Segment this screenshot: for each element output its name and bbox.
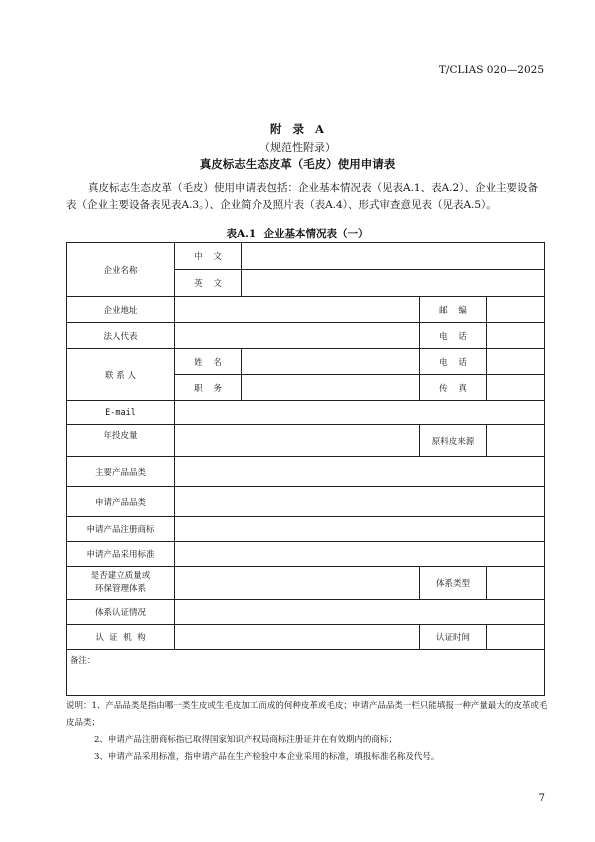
- standard-code: T/CLIAS 020—2025: [438, 64, 544, 76]
- note-3: 3、申请产品采用标准，指申请产品在生产检验中本企业采用的标准，填报标准名称及代号。: [94, 752, 440, 762]
- label-fax: 传 真: [420, 375, 487, 401]
- appendix-title: 附 录 A: [270, 122, 325, 136]
- page-number: 7: [538, 793, 545, 804]
- table-caption: 表A.1 企业基本情况表（一）: [226, 228, 369, 240]
- system-type-field[interactable]: [487, 567, 545, 600]
- note-1: 说明：1、产品品类是指由哪一类生皮或生毛皮加工而成的何种皮革或毛皮；申请产品品类一栏只能填报一种产量最大的皮革或毛皮品类；: [66, 701, 548, 728]
- company-info-table: [66, 242, 545, 696]
- label-material-source: 原料皮来源: [420, 425, 487, 457]
- label-address: 企业地址: [67, 297, 175, 323]
- standard-field[interactable]: [175, 542, 545, 567]
- label-english: 英 文: [175, 270, 242, 297]
- contact-phone-field[interactable]: [487, 349, 545, 375]
- label-standard: 申请产品采用标准: [67, 542, 175, 567]
- annual-output-field[interactable]: [175, 425, 420, 457]
- note-2: 2、申请产品注册商标指已取得国家知识产权局商标注册证并在有效期内的商标；: [94, 735, 397, 745]
- applied-products-field[interactable]: [175, 487, 545, 517]
- label-legal-rep: 法人代表: [67, 323, 175, 349]
- material-source-field[interactable]: [487, 425, 545, 457]
- position-field[interactable]: [242, 375, 420, 401]
- label-certification: 体系认证情况: [67, 600, 175, 625]
- intro-paragraph: 真皮标志生态皮革（毛皮）使用申请表包括：企业基本情况表（见表A.1、表A.2）、企业主要设备表（企业主要设备表见表A.3。）、企业简介及照片表（表A.4）、形式审查意见表（见表A.5）。: [66, 182, 538, 211]
- label-company-name: 企业名称: [67, 243, 175, 297]
- label-applied-products: 申请产品品类: [67, 487, 175, 517]
- label-main-products: 主要产品品类: [67, 457, 175, 487]
- label-qms-line1: 是否建立质量或: [90, 571, 151, 581]
- label-phone: 电 话: [420, 323, 487, 349]
- main-products-field[interactable]: [175, 457, 545, 487]
- company-name-cn-field[interactable]: [242, 243, 545, 270]
- fax-field[interactable]: [487, 375, 545, 401]
- contact-name-field[interactable]: [242, 349, 420, 375]
- label-chinese: 中 文: [175, 243, 242, 270]
- cert-body-field[interactable]: [175, 625, 420, 650]
- cert-time-field[interactable]: [487, 625, 545, 650]
- notes-section: [66, 698, 548, 766]
- label-contact: 联 系 人: [67, 349, 175, 401]
- label-qms-line2: 环保管理体系: [94, 584, 146, 594]
- appendix-name: 真皮标志生态皮革（毛皮）使用申请表: [199, 157, 396, 171]
- label-contact-name: 姓 名: [175, 349, 242, 375]
- label-qms: [67, 567, 175, 600]
- address-field[interactable]: [175, 297, 420, 323]
- legal-rep-field[interactable]: [175, 323, 420, 349]
- label-cert-time: 认证时间: [420, 625, 487, 650]
- postcode-field[interactable]: [487, 297, 545, 323]
- label-trademark: 申请产品注册商标: [67, 517, 175, 542]
- trademark-field[interactable]: [175, 517, 545, 542]
- phone-field[interactable]: [487, 323, 545, 349]
- label-postcode: 邮 编: [420, 297, 487, 323]
- label-contact-phone: 电 话: [420, 349, 487, 375]
- appendix-subtitle: （规范性附录）: [259, 141, 336, 154]
- remarks-field[interactable]: [67, 650, 545, 696]
- label-position: 职 务: [175, 375, 242, 401]
- company-name-en-field[interactable]: [242, 270, 545, 297]
- qms-field[interactable]: [175, 567, 420, 600]
- certification-field[interactable]: [175, 600, 545, 625]
- label-email: E-mail: [67, 401, 175, 425]
- label-annual-output: 年投皮量: [67, 425, 175, 457]
- label-system-type: 体系类型: [420, 567, 487, 600]
- label-remarks: 备注：: [70, 656, 96, 666]
- label-cert-body: 认 证 机 构: [67, 625, 175, 650]
- email-field[interactable]: [175, 401, 545, 425]
